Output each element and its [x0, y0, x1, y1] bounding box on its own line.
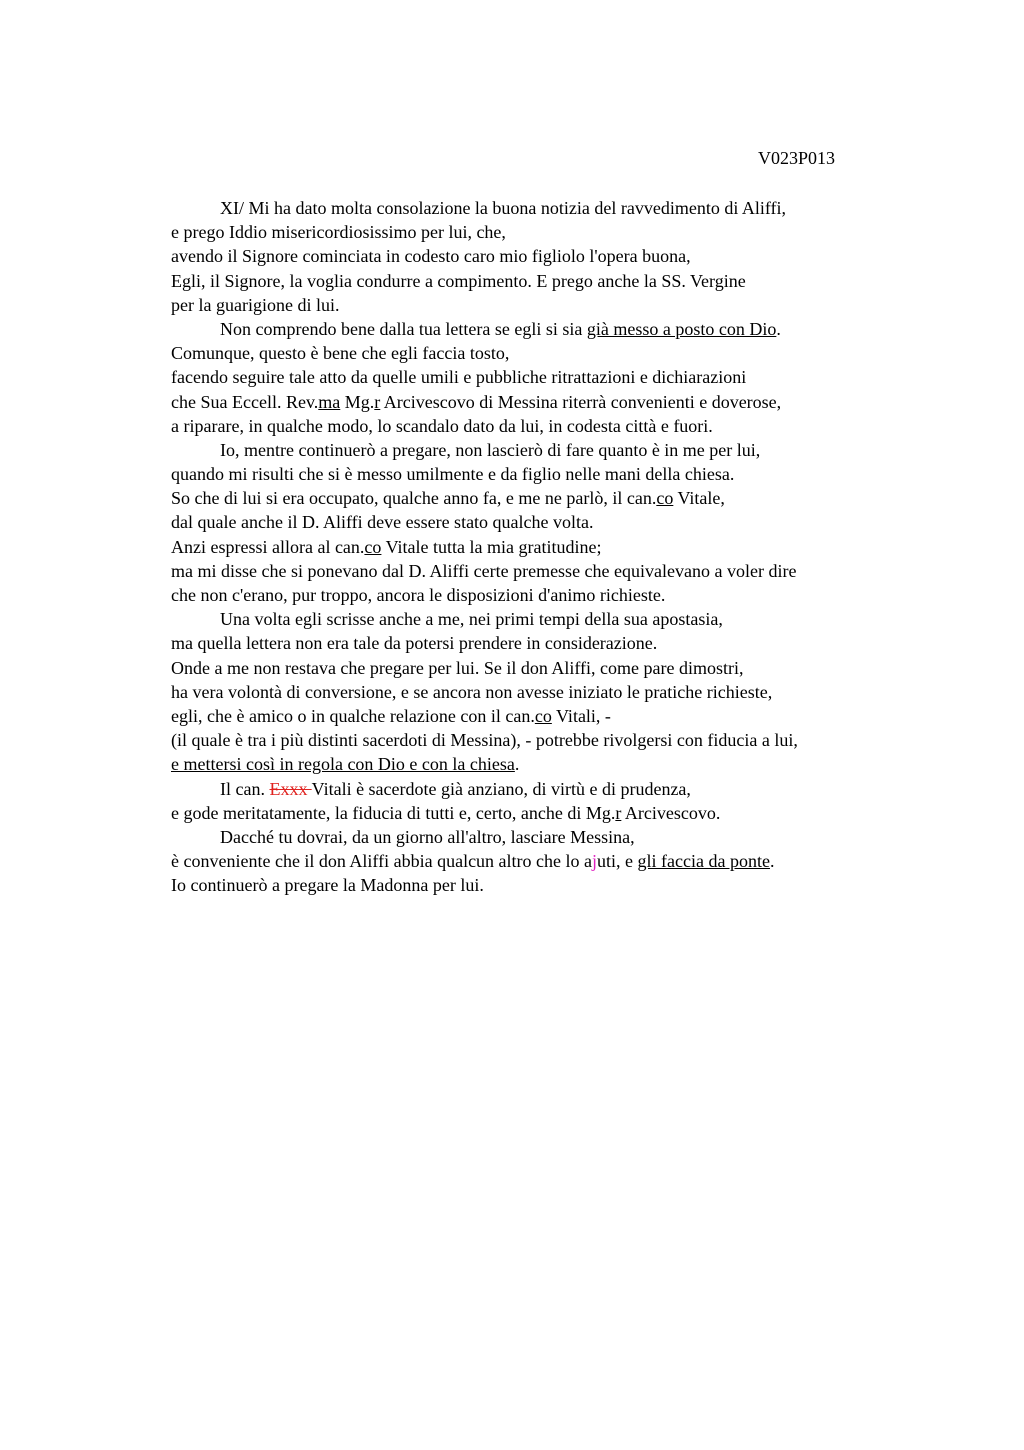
- text-segment: avendo il Signore cominciata in codesto caro mio figliolo l'opera buona,: [171, 246, 691, 267]
- text-line: [171, 873, 931, 897]
- text-segment: So che di lui si era occupato, qualche anno fa, e me ne parlò, il can.: [171, 488, 657, 509]
- text-segment: Una volta egli scrisse anche a me, nei primi tempi della sua apostasia,: [220, 609, 723, 630]
- text-segment: è conveniente che il don Aliffi abbia qualcun altro che lo a: [171, 851, 593, 872]
- text-segment: Vitali, -: [551, 705, 611, 726]
- text-line: [171, 631, 931, 655]
- text-segment: Non comprendo bene dalla tua lettera se egli si sia: [220, 318, 587, 339]
- underlined-text: ma: [318, 391, 341, 412]
- text-line: [171, 390, 931, 414]
- text-segment: uti, e: [597, 851, 638, 872]
- text-line: [171, 510, 931, 534]
- text-segment: ma quella lettera non era tale da potersi prendere in considerazione.: [171, 633, 658, 654]
- text-segment: Io continuerò a pregare la Madonna per lui.: [171, 875, 484, 896]
- text-segment: dal quale anche il D. Aliffi deve essere stato qualche volta.: [171, 512, 594, 533]
- text-line: [171, 341, 931, 365]
- text-line: [171, 438, 931, 462]
- text-line: [171, 559, 931, 583]
- text-segment: Arcivescovo.: [621, 802, 721, 823]
- text-segment: ha vera volontà di conversione, e se ancora non avesse iniziato le pratiche richieste,: [171, 681, 773, 702]
- text-line: [171, 704, 931, 728]
- text-segment: .: [769, 851, 775, 872]
- underlined-text: r: [615, 802, 622, 823]
- underlined-text: co: [656, 488, 674, 509]
- underlined-text: gli faccia da ponte: [637, 851, 770, 872]
- text-segment: (il quale è tra i più distinti sacerdoti di Messina), - potrebbe rivolgersi con fiducia a lui,: [171, 730, 798, 751]
- text-segment: Il can.: [220, 778, 270, 799]
- text-segment: XI/ Mi ha dato molta consolazione la buona notizia del ravvedimento di Aliffi,: [220, 198, 787, 218]
- text-segment: che non c'erano, pur troppo, ancora le disposizioni d'animo richieste.: [171, 585, 666, 605]
- text-segment: per la guarigione di lui.: [171, 294, 340, 315]
- text-segment: egli, che è amico o in qualche relazione con il can.: [171, 705, 535, 726]
- text-segment: Egli, il Signore, la voglia condurre a compimento. E prego anche la SS. Vergine: [171, 270, 746, 291]
- text-line: [171, 728, 931, 752]
- text-segment: Onde a me non restava che pregare per lui. Se il don Aliffi, come pare dimostri,: [171, 657, 744, 678]
- text-segment: Anzi espressi allora al can.: [171, 536, 365, 557]
- text-line: [171, 244, 931, 268]
- text-segment: Vitale tutta la mia gratitudine;: [381, 536, 602, 557]
- text-line: [171, 269, 931, 293]
- text-segment: e gode meritatamente, la fiducia di tutti e, certo, anche di Mg.: [171, 802, 616, 823]
- text-segment: quando mi risulti che si è messo umilmente e da figlio nelle mani della chiesa.: [171, 464, 735, 485]
- text-segment: e prego Iddio misericordiosissimo per lui, che,: [171, 222, 506, 243]
- text-line: [171, 535, 931, 559]
- struck-text: Exxx: [269, 778, 312, 799]
- text-line: [171, 365, 931, 389]
- text-line: [171, 486, 931, 510]
- text-line: [171, 825, 931, 849]
- text-line: [171, 801, 931, 825]
- text-line: [171, 656, 931, 680]
- text-segment: facendo seguire tale atto da quelle umili e pubbliche ritrattazioni e dichiarazioni: [171, 367, 747, 388]
- text-segment: Io, mentre continuerò a pregare, non lascierò di fare quanto è in me per lui,: [220, 439, 761, 460]
- text-segment: Mg.: [340, 391, 375, 412]
- text-segment: .: [514, 754, 520, 775]
- text-line: [171, 414, 931, 438]
- inserted-text: j: [592, 851, 598, 872]
- text-line: [171, 777, 931, 801]
- underlined-text: e mettersi così in regola con Dio e con la chiesa: [171, 754, 515, 775]
- text-segment: Vitale,: [673, 488, 725, 509]
- text-line: [171, 752, 931, 776]
- text-segment: Vitali è sacerdote già anziano, di virtù e di prudenza,: [311, 778, 691, 799]
- page-id: V023P013: [758, 148, 836, 168]
- text-segment: a riparare, in qualche modo, lo scandalo dato da lui, in codesta città e fuori.: [171, 415, 713, 436]
- underlined-text: già messo a posto con Dio: [586, 318, 777, 339]
- text-segment: Dacché tu dovrai, da un giorno all'altro, lasciare Messina,: [220, 826, 635, 847]
- underlined-text: co: [364, 536, 382, 557]
- underlined-text: r: [374, 391, 381, 412]
- letter-body: [171, 196, 931, 897]
- text-line: [171, 317, 931, 341]
- underlined-text: co: [534, 705, 552, 726]
- text-segment: ma mi disse che si ponevano dal D. Aliffi certe premesse che equivalevano a voler dire: [171, 560, 797, 581]
- text-line: [171, 583, 931, 607]
- text-segment: Arcivescovo di Messina riterrà convenienti e doverose,: [380, 391, 782, 412]
- text-line: [171, 220, 931, 244]
- text-line: [171, 680, 931, 704]
- text-line: [171, 849, 931, 873]
- text-line: [171, 293, 931, 317]
- text-line: [171, 462, 931, 486]
- text-line: [171, 607, 931, 631]
- text-line: [171, 196, 931, 220]
- text-segment: che Sua Eccell. Rev.: [171, 391, 319, 412]
- text-segment: Comunque, questo è bene che egli faccia tosto,: [171, 343, 510, 364]
- text-segment: .: [776, 318, 781, 339]
